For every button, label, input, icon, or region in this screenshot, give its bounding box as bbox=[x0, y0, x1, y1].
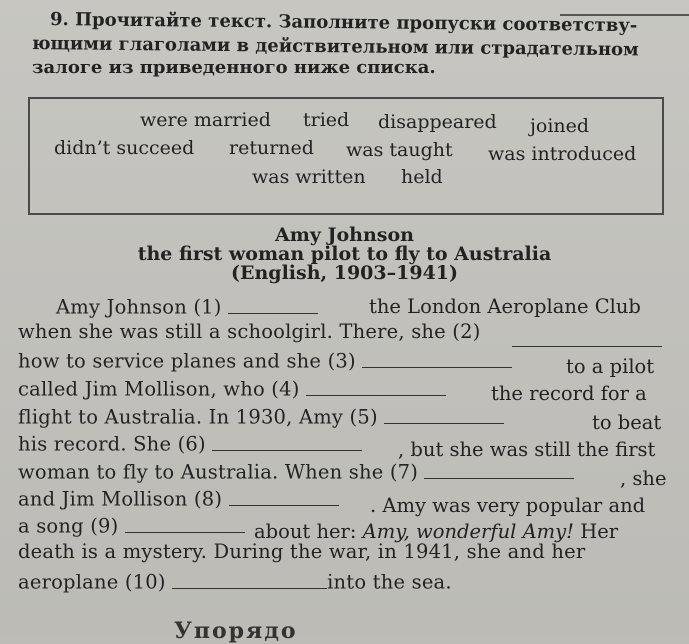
text-line-4-end: the record for a bbox=[491, 382, 647, 405]
next-task-heading-cut: Упорядо bbox=[174, 618, 298, 644]
task-number: 9. bbox=[49, 9, 69, 31]
task-line-2: ющими глаголами в действительном или страдательном bbox=[31, 33, 639, 61]
word-bank-item: returned bbox=[229, 137, 314, 159]
blank-8[interactable] bbox=[229, 485, 339, 506]
text-line-1-end: the London Aeroplane Club bbox=[369, 295, 641, 318]
word-bank-item: were married bbox=[140, 109, 271, 131]
text-line-11: aeroplane (10) into the sea. bbox=[18, 568, 452, 594]
blank-2[interactable] bbox=[512, 330, 662, 347]
word-bank-item: was written bbox=[252, 166, 366, 188]
word-bank-item: held bbox=[401, 166, 443, 188]
text-line-9: a song (9) bbox=[18, 512, 245, 538]
word-bank-item: disappeared bbox=[378, 111, 497, 133]
text-line-3: how to service planes and she (3) bbox=[18, 347, 512, 373]
word-bank-item: was introduced bbox=[488, 143, 637, 165]
text-line-8: and Jim Mollison (8) bbox=[18, 485, 339, 511]
text-line-6: his record. She (6) bbox=[18, 430, 362, 456]
word-bank-item: tried bbox=[303, 109, 350, 131]
story-dates: (English, 1903–1941) bbox=[231, 262, 458, 284]
story-subtitle: the first woman pilot to fly to Australia bbox=[137, 243, 552, 265]
text-line-9-end: about her: Amy, wonderful Amy! Her bbox=[254, 520, 619, 543]
blank-5[interactable] bbox=[384, 403, 504, 424]
task-line-3: залоге из приведенного ниже списка. bbox=[32, 57, 436, 78]
text-line-2: when she was still a schoolgirl. There, she (2) bbox=[18, 320, 481, 343]
text-line-4: called Jim Mollison, who (4) bbox=[18, 375, 446, 401]
blank-3[interactable] bbox=[362, 347, 512, 368]
text-line-7-end: , she bbox=[620, 467, 667, 490]
story-title: Amy Johnson bbox=[275, 224, 414, 246]
blank-10[interactable] bbox=[172, 568, 327, 589]
text-line-10: death is a mystery. During the war, in 1941, she and her bbox=[18, 540, 586, 563]
blank-6[interactable] bbox=[212, 430, 362, 451]
text-line-8-end: . Amy was very popular and bbox=[370, 494, 646, 517]
text-line-5: flight to Australia. In 1930, Amy (5) bbox=[18, 403, 504, 429]
word-bank-item: joined bbox=[530, 115, 590, 137]
word-bank-item: didn’t succeed bbox=[54, 137, 195, 159]
blank-1[interactable] bbox=[228, 293, 318, 314]
word-bank-box bbox=[28, 97, 664, 215]
blank-4[interactable] bbox=[306, 375, 446, 396]
song-title: Amy, wonderful Amy! bbox=[362, 520, 575, 543]
text-line-3-end: to a pilot bbox=[566, 355, 655, 378]
text-line-7: woman to fly to Australia. When she (7) bbox=[18, 458, 574, 484]
task-instruction bbox=[31, 8, 670, 80]
word-bank-item: was taught bbox=[346, 139, 453, 161]
task-line-1: Прочитайте текст. Заполните пропуски соответству- bbox=[74, 9, 638, 37]
text-line-6-end: , but she was still the first bbox=[398, 438, 656, 461]
blank-9[interactable] bbox=[125, 512, 245, 533]
text-line-5-end: to beat bbox=[592, 411, 662, 434]
blank-7[interactable] bbox=[424, 458, 574, 479]
text-line-1: Amy Johnson (1) bbox=[56, 293, 318, 319]
